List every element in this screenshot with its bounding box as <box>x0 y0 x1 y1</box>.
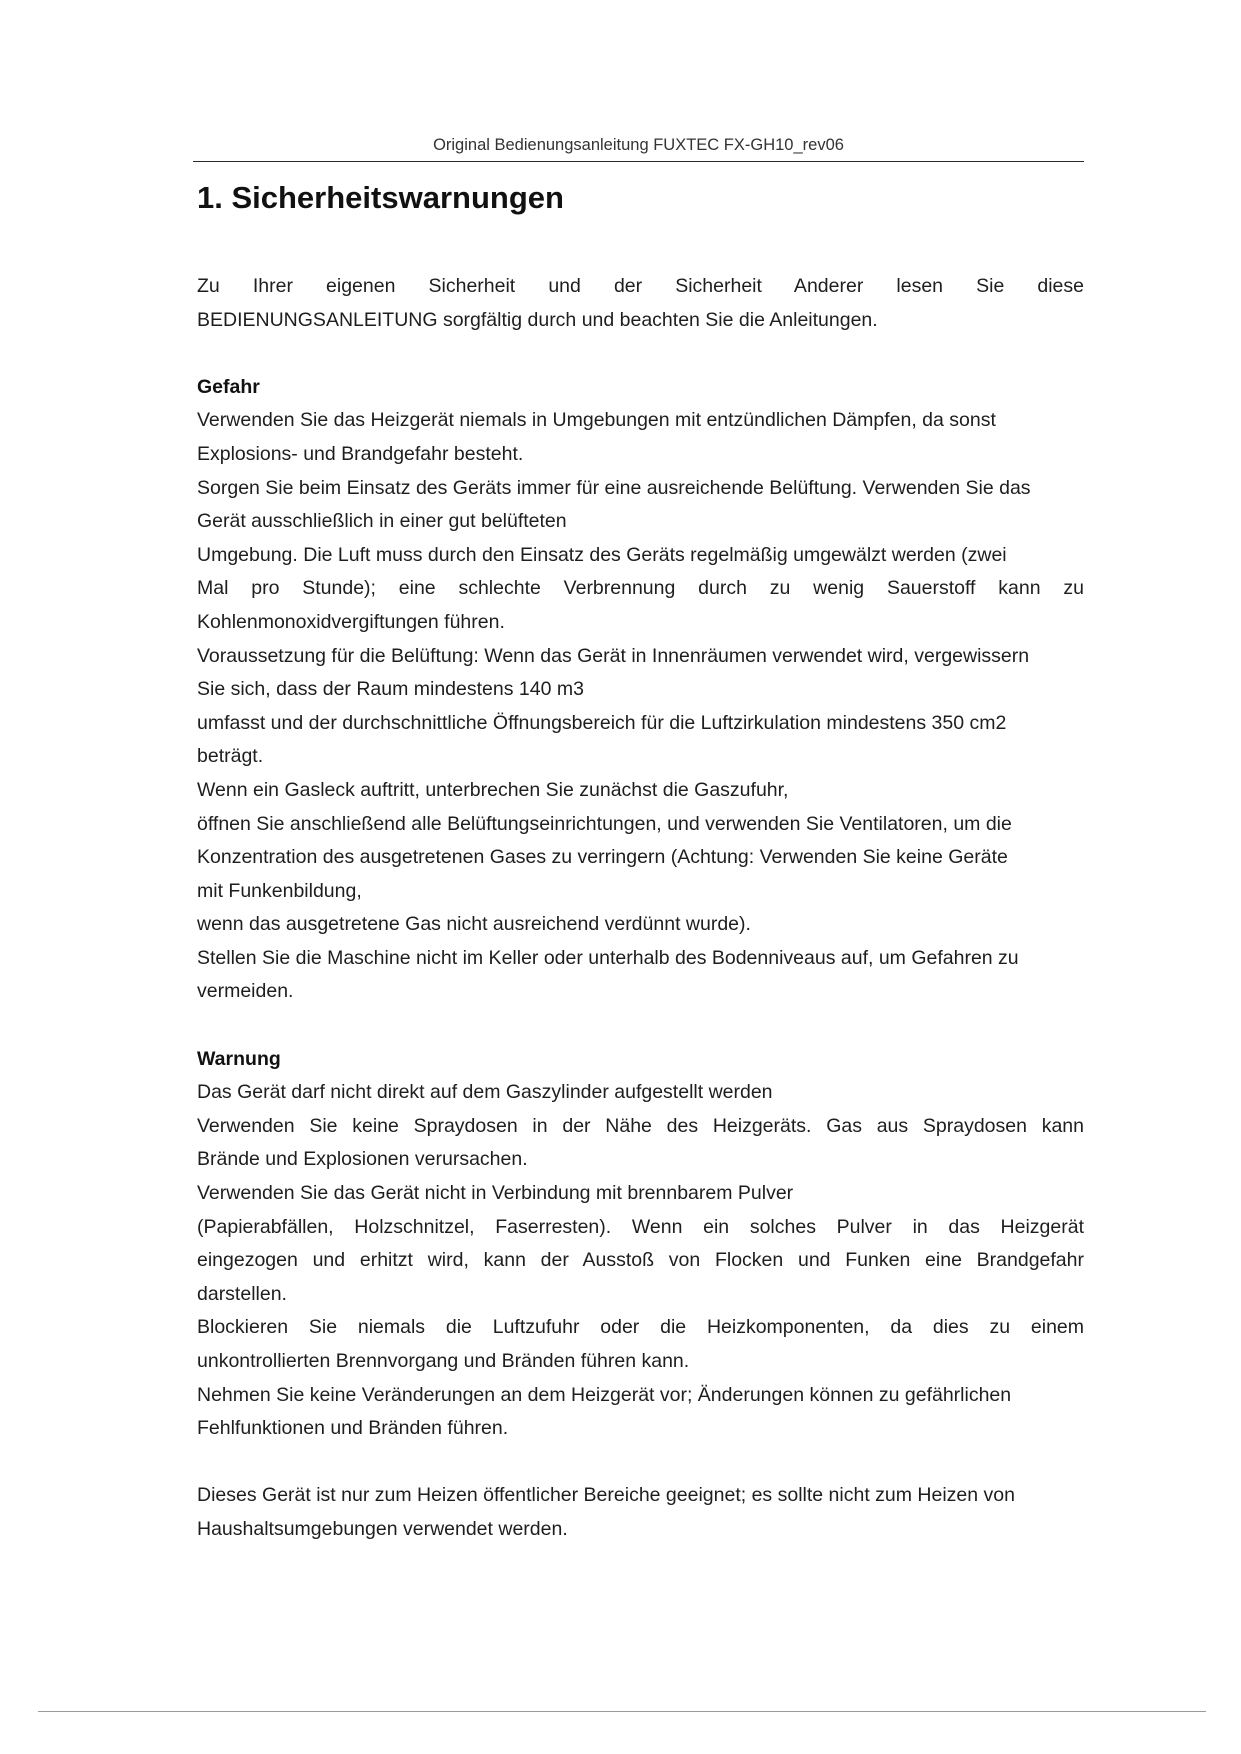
intro-line: Zu Ihrer eigenen Sicherheit und der Sicherheit Anderer lesen Sie diese <box>197 275 1084 297</box>
danger-line: Wenn ein Gasleck auftritt, unterbrechen Sie zunächst die Gaszufuhr, <box>197 778 789 801</box>
danger-section <box>197 371 1084 1009</box>
danger-line: Sie sich, dass der Raum mindestens 140 m3 <box>197 678 584 701</box>
warning-line: Verwenden Sie keine Spraydosen in der Nähe des Heizgeräts. Gas aus Spraydosen kann <box>197 1114 1084 1137</box>
warning-line: darstellen. <box>197 1282 287 1305</box>
danger-line: beträgt. <box>197 745 264 768</box>
danger-line: umfasst und der durchschnittliche Öffnungsbereich für die Luftzirkulation mindestens 350 cm2 <box>197 711 1007 734</box>
danger-line: Umgebung. Die Luft muss durch den Einsatz des Geräts regelmäßig umgewälzt werden (zwei <box>197 543 1007 566</box>
intro-line: BEDIENUNGSANLEITUNG sorgfältig durch und beachten Sie die Anleitungen. <box>197 308 878 331</box>
danger-line: Kohlenmonoxidvergiftungen führen. <box>197 610 505 633</box>
danger-line: wenn das ausgetretene Gas nicht ausreichend verdünnt wurde). <box>197 913 751 936</box>
warning-line: Das Gerät darf nicht direkt auf dem Gaszylinder aufgestellt werden <box>197 1081 773 1104</box>
danger-line: Explosions- und Brandgefahr besteht. <box>197 442 524 465</box>
danger-line: Voraussetzung für die Belüftung: Wenn das Gerät in Innenräumen verwendet wird, vergewissern <box>197 644 1030 667</box>
paragraph-gap <box>197 337 1084 371</box>
section-title: 1. Sicherheitswarnungen <box>197 180 564 215</box>
danger-line: Verwenden Sie das Heizgerät niemals in Umgebungen mit entzündlichen Dämpfen, da sonst <box>197 409 996 432</box>
closing-paragraph <box>197 1479 1084 1546</box>
warning-line: Fehlfunktionen und Bränden führen. <box>197 1417 509 1440</box>
warning-line: (Papierabfällen, Holzschnitzel, Faserresten). Wenn ein solches Pulver in das Heizgerät <box>197 1215 1084 1238</box>
danger-line: Mal pro Stunde); eine schlechte Verbrennung durch zu wenig Sauerstoff kann zu <box>197 577 1084 600</box>
closing-line: Dieses Gerät ist nur zum Heizen öffentlicher Bereiche geeignet; es sollte nicht zum Heizen von <box>197 1484 1015 1507</box>
running-header-title: Original Bedienungsanleitung FUXTEC FX-GH10_rev06 <box>433 136 844 154</box>
warning-line: Nehmen Sie keine Veränderungen an dem Heizgerät vor; Änderungen können zu gefährlichen <box>197 1383 1012 1406</box>
warning-line: Brände und Explosionen verursachen. <box>197 1148 528 1171</box>
closing-line: Haushaltsumgebungen verwendet werden. <box>197 1517 568 1540</box>
document-body <box>197 270 1084 1547</box>
danger-heading: Gefahr <box>197 375 260 398</box>
warning-section <box>197 1043 1084 1446</box>
danger-line: öffnen Sie anschließend alle Belüftungseinrichtungen, und verwenden Sie Ventilatoren, um die <box>197 812 1012 835</box>
warning-heading: Warnung <box>197 1047 281 1070</box>
running-header <box>193 134 1084 162</box>
danger-line: Stellen Sie die Maschine nicht im Keller oder unterhalb des Bodenniveaus auf, um Gefahren zu <box>197 946 1019 969</box>
intro-paragraph <box>197 270 1084 337</box>
warning-line: Blockieren Sie niemals die Luftzufuhr oder die Heizkomponenten, da dies zu einem <box>197 1316 1084 1339</box>
warning-line: eingezogen und erhitzt wird, kann der Ausstoß von Flocken und Funken eine Brandgefahr <box>197 1249 1084 1272</box>
danger-line: Konzentration des ausgetretenen Gases zu verringern (Achtung: Verwenden Sie keine Geräte <box>197 846 1008 869</box>
danger-line: mit Funkenbildung, <box>197 879 362 902</box>
warning-line: Verwenden Sie das Gerät nicht in Verbindung mit brennbarem Pulver <box>197 1182 794 1205</box>
warning-line: unkontrollierten Brennvorgang und Bränden führen kann. <box>197 1350 690 1372</box>
danger-line: vermeiden. <box>197 980 294 1003</box>
paragraph-gap <box>197 1009 1084 1043</box>
footer-divider <box>38 1711 1206 1712</box>
paragraph-gap <box>197 1446 1084 1480</box>
danger-line: Sorgen Sie beim Einsatz des Geräts immer für eine ausreichende Belüftung. Verwenden Sie das <box>197 476 1031 499</box>
danger-line: Gerät ausschließlich in einer gut belüfteten <box>197 510 567 533</box>
